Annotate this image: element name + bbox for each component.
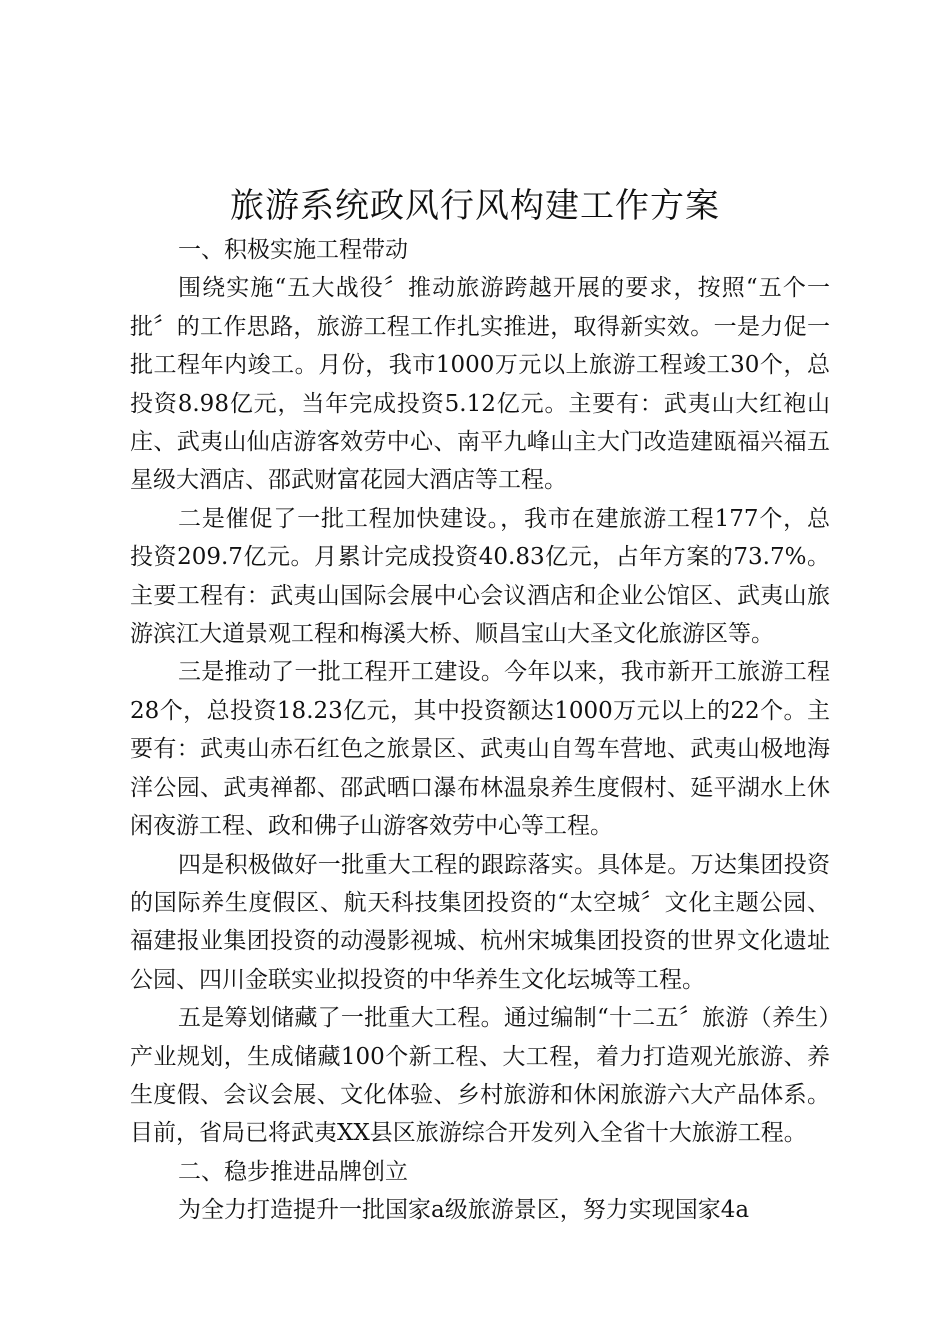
paragraph-2: 二是催促了一批工程加快建设。，我市在建旅游工程177个，总投资209.7亿元。月累计完成投资40.83亿元，占年方案的73.7%。主要工程有：武夷山国际会展中心会议酒店和企业公馆区、武夷山旅游滨江大道景观工程和梅溪大桥、顺昌宝山大圣文化旅游区等。 [130,505,830,648]
paragraph-6: 为全力打造提升一批国家a级旅游景区，努力实现国家4a [178,1197,750,1224]
document-title: 旅游系统政风行风构建工作方案 [230,186,720,226]
paragraph-4: 四是积极做好一批重大工程的跟踪落实。具体是。万达集团投资的国际养生度假区、航天科技集团投资的“太空城〞文化主题公园、福建报业集团投资的动漫影视城、杭州宋城集团投资的世界文化遗址公园、四川金联实业拟投资的中华养生文化坛城等工程。 [130,851,830,993]
paragraph-3: 三是推动了一批工程开工建设。今年以来，我市新开工旅游工程28个，总投资18.23亿元，其中投资额达1000万元以上的22个。主要有：武夷山赤石红色之旅景区、武夷山自驾车营地、武夷山极地海洋公园、武夷禅都、邵武晒口瀑布林温泉养生度假村、延平湖水上休闲夜游工程、政和佛子山游客效劳中心等工程。 [130,659,830,840]
section-heading-1: 一、积极实施工程带动 [178,237,408,263]
paragraph-1: 围绕实施“五大战役〞推动旅游跨越开展的要求，按照“五个一批〞的工作思路，旅游工程工作扎实推进，取得新实效。一是力促一批工程年内竣工。月份，我市1000万元以上旅游工程竣工30个，总投资8.98亿元，当年完成投资5.12亿元。主要有：武夷山大红袍山庄、武夷山仙店游客效劳中心、南平九峰山主大门改造建瓯福兴福五星级大酒店、邵武财富花园大酒店等工程。 [130,275,830,494]
paragraph-5: 五是筹划储藏了一批重大工程。通过编制“十二五〞旅游（养生）产业规划，生成储藏100个新工程、大工程，着力打造观光旅游、养生度假、会议会展、文化体验、乡村旅游和休闲旅游六大产品体系。目前，省局已将武夷XX县区旅游综合开发列入全省十大旅游工程。 [130,1005,830,1147]
section-heading-2: 二、稳步推进品牌创立 [178,1158,408,1185]
document-body [130,231,830,1230]
